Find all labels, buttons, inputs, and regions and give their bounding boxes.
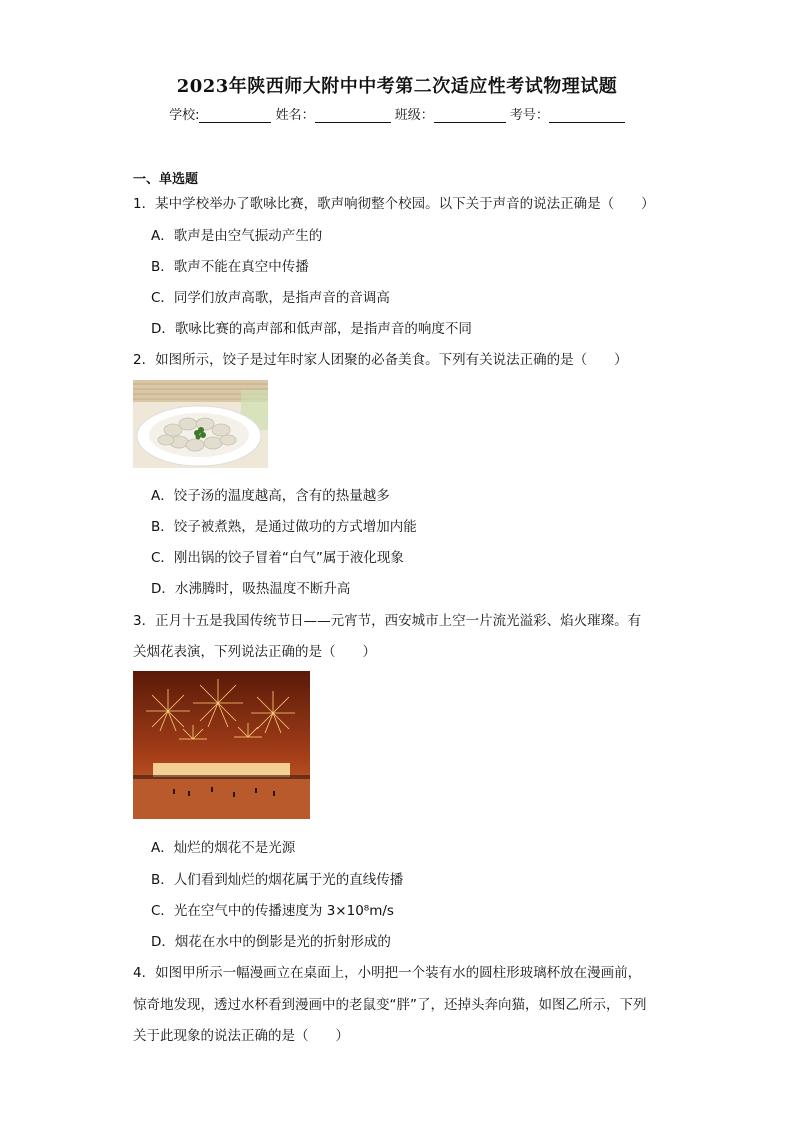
dumplings-photo [133,380,268,468]
question-2-option-b: B．饺子被煮熟，是通过做功的方式增加内能 [151,519,417,535]
question-1-option-b: B．歌声不能在真空中传播 [151,259,309,275]
question-3-stem-line-2: 关烟花表演，下列说法正确的是（ ） [133,644,376,660]
question-2-stem: 2．如图所示，饺子是过年时家人团聚的必备美食。下列有关说法正确的是（ ） [133,352,628,368]
question-3-option-c: C．光在空气中的传播速度为 3×10⁸m/s [151,903,394,919]
question-3-option-a: A．灿烂的烟花不是光源 [151,840,296,856]
question-2-option-d: D．水沸腾时，吸热温度不断升高 [151,581,351,597]
exam-title: 2023年陕西师大附中中考第二次适应性考试物理试题 [176,76,618,97]
question-1-option-c: C．同学们放声高歌，是指声音的音调高 [151,290,390,306]
class-label: 班级： [394,108,434,123]
student-info-line [0,104,794,123]
number-blank[interactable] [549,108,625,123]
question-3-stem-line-1: 3．正月十五是我国传统节日——元宵节，西安城市上空一片流光溢彩、焰火璀璨。有 [133,613,642,629]
name-label: 姓名： [275,108,315,123]
question-4-stem-line-3: 关于此现象的说法正确的是（ ） [133,1028,349,1044]
question-4-stem-line-2: 惊奇地发现，透过水杯看到漫画中的老鼠变“胖”了，还掉头奔向猫，如图乙所示，下列 [133,997,647,1013]
question-1-option-a: A．歌声是由空气振动产生的 [151,228,323,244]
question-4-stem-line-1: 4．如图甲所示一幅漫画立在桌面上，小明把一个装有水的圆柱形玻璃杯放在漫画前， [133,965,642,981]
fireworks-photo [133,671,310,819]
question-3-option-d: D．烟花在水中的倒影是光的折射形成的 [151,934,391,950]
number-label: 考号： [509,108,549,123]
question-2-option-a: A．饺子汤的温度越高，含有的热量越多 [151,488,390,504]
class-blank[interactable] [434,108,506,123]
question-1-stem: 1．某中学校举办了歌咏比赛，歌声响彻整个校园。以下关于声音的说法正确是（ ） [133,196,655,212]
question-2-option-c: C．刚出锅的饺子冒着“白气”属于液化现象 [151,550,404,566]
question-3-option-b: B．人们看到灿烂的烟花属于光的直线传播 [151,872,404,888]
section-heading: 一、单选题 [133,172,199,187]
name-blank[interactable] [315,108,391,123]
school-blank[interactable] [199,108,271,123]
school-label: 学校: [169,108,200,123]
question-1-option-d: D．歌咏比赛的高声部和低声部，是指声音的响度不同 [151,321,472,337]
